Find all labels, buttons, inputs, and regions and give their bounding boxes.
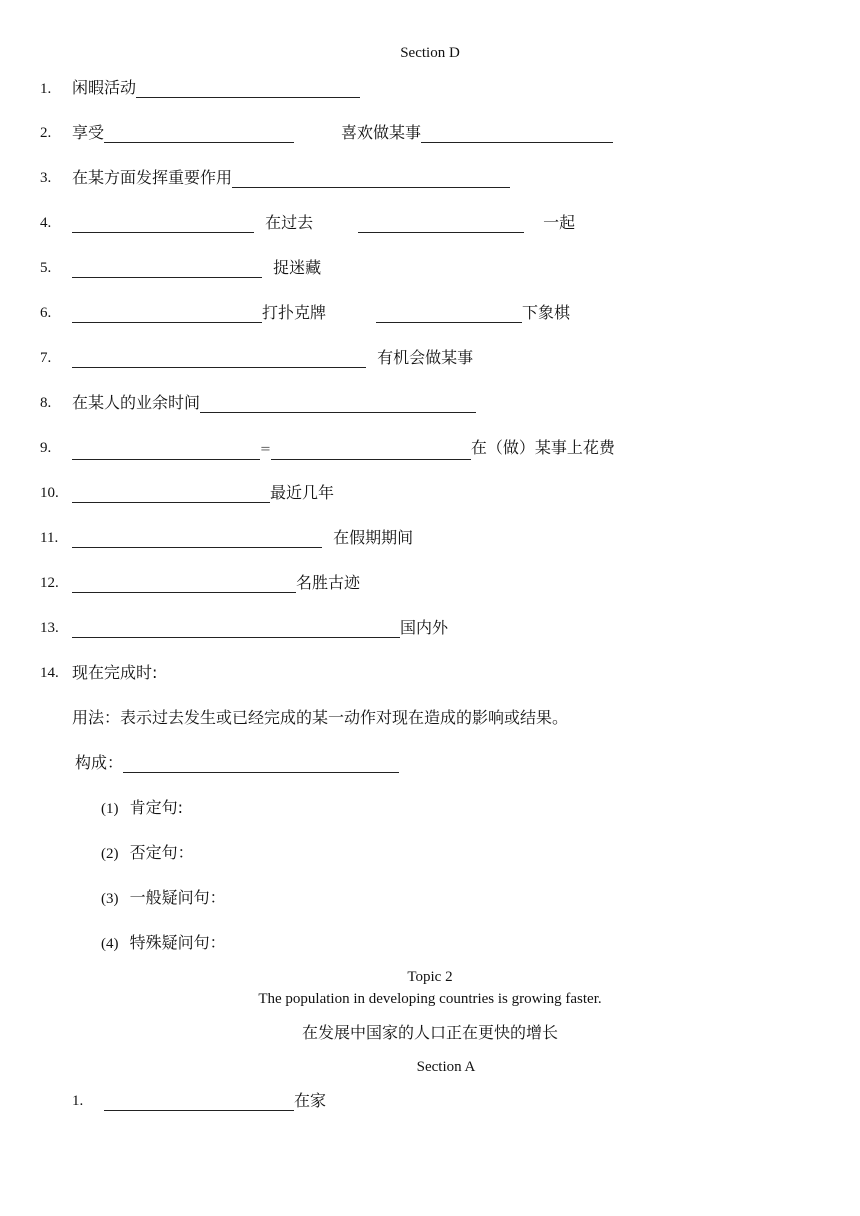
usage-text: 用法：表示过去发生或已经完成的某一动作对现在造成的影响或结果。: [72, 708, 569, 727]
item-8-number: 8.: [40, 395, 52, 411]
answer-blank[interactable]: [72, 261, 262, 278]
item-7-number: 7.: [40, 350, 52, 366]
item-12-number: 12.: [40, 575, 59, 591]
topic-heading: Topic 2: [407, 969, 453, 985]
item-9-number: 9.: [40, 440, 52, 456]
item-6-text-a: 打扑克牌: [262, 303, 327, 322]
item-6-content: [72, 303, 326, 323]
item-4-text-a: 在过去: [265, 213, 314, 232]
item-8-text: 在某人的业余时间: [72, 393, 201, 412]
section-a-item-1-text: 在家: [294, 1091, 327, 1110]
item-14-text: 现在完成时:: [72, 663, 158, 682]
item-12-content: [72, 573, 360, 593]
item-11-text: 在假期期间: [333, 528, 414, 547]
answer-blank[interactable]: [72, 621, 400, 638]
item-3-content: [72, 168, 510, 188]
item-3-number: 3.: [40, 170, 52, 186]
item-2-text-b: 喜欢做某事: [341, 123, 422, 142]
section-a-heading: Section A: [416, 1059, 476, 1075]
item-1-content: [72, 78, 360, 98]
sub-item-1: [101, 798, 183, 819]
sub-item-3: [101, 888, 226, 909]
item-2-content: [72, 123, 294, 143]
item-9-content: [72, 438, 615, 460]
item-2-content-b: [341, 123, 613, 143]
sub-item-text: 一般疑问句：: [129, 888, 226, 907]
structure-label: 构成：: [75, 753, 124, 772]
item-11-content: [72, 528, 413, 548]
item-6-content-b: [376, 303, 570, 323]
item-9-text: 在（做）某事上花费: [470, 438, 615, 457]
sub-item-2: [101, 843, 194, 864]
item-6-text-b: 下象棋: [522, 303, 571, 322]
sub-item-text: 肯定句:: [129, 798, 183, 817]
item-1: [40, 78, 51, 99]
answer-blank[interactable]: [376, 306, 522, 323]
item-3-text: 在某方面发挥重要作用: [72, 168, 233, 187]
answer-blank[interactable]: [104, 1094, 294, 1111]
answer-blank[interactable]: [421, 126, 613, 143]
item-13-text: 国内外: [400, 618, 449, 637]
item-4-number: 4.: [40, 215, 52, 231]
sub-item-number: (2): [101, 846, 119, 862]
item-4-content: [72, 213, 313, 233]
item-4-text-b: 一起: [543, 213, 576, 232]
answer-blank[interactable]: [136, 81, 360, 98]
item-10-number: 10.: [40, 485, 59, 501]
item-6-number: 6.: [40, 305, 52, 321]
sub-item-number: (1): [101, 801, 119, 817]
topic-chinese-title: 在发展中国家的人口正在更快的增长: [301, 1023, 558, 1042]
answer-blank[interactable]: [72, 351, 366, 368]
item-13-number: 13.: [40, 620, 59, 636]
answer-blank[interactable]: [72, 443, 260, 460]
item-12-text: 名胜古迹: [296, 573, 361, 592]
structure-line: [75, 753, 399, 773]
item-8-content: [72, 393, 476, 413]
answer-blank[interactable]: [72, 576, 296, 593]
answer-blank[interactable]: [72, 486, 270, 503]
answer-blank[interactable]: [123, 756, 399, 773]
item-5-text: 捉迷藏: [273, 258, 322, 277]
item-1-text: 闲暇活动: [72, 78, 137, 97]
item-10-text: 最近几年: [270, 483, 335, 502]
item-4-content-b: [358, 213, 575, 233]
answer-blank[interactable]: [271, 443, 471, 460]
sub-item-text: 否定句：: [129, 843, 194, 862]
item-11-number: 11.: [40, 530, 59, 546]
answer-blank[interactable]: [200, 396, 476, 413]
answer-blank[interactable]: [232, 171, 510, 188]
item-5-content: [72, 258, 321, 278]
sub-item-number: (3): [101, 891, 119, 907]
item-2-number: 2.: [40, 125, 52, 141]
item-number: 1.: [40, 81, 52, 97]
answer-blank[interactable]: [72, 531, 322, 548]
equals-sign: =: [260, 442, 271, 457]
answer-blank[interactable]: [104, 126, 294, 143]
item-13-content: [72, 618, 448, 638]
item-7-text: 有机会做某事: [377, 348, 474, 367]
topic-english-title: The population in developing countries is growing faster.: [258, 991, 602, 1007]
answer-blank[interactable]: [72, 306, 262, 323]
sub-item-text: 特殊疑问句：: [129, 933, 226, 952]
answer-blank[interactable]: [358, 216, 524, 233]
section-a-item-1-number: 1.: [72, 1093, 84, 1109]
section-a-item-1-content: [104, 1091, 326, 1111]
item-5-number: 5.: [40, 260, 52, 276]
section-d-heading: Section D: [400, 45, 460, 61]
item-7-content: [72, 348, 473, 368]
item-14-number: 14.: [40, 665, 59, 681]
item-10-content: [72, 483, 334, 503]
item-2-text-a: 享受: [72, 123, 105, 142]
sub-item-number: (4): [101, 936, 119, 952]
sub-item-4: [101, 933, 226, 954]
answer-blank[interactable]: [72, 216, 254, 233]
